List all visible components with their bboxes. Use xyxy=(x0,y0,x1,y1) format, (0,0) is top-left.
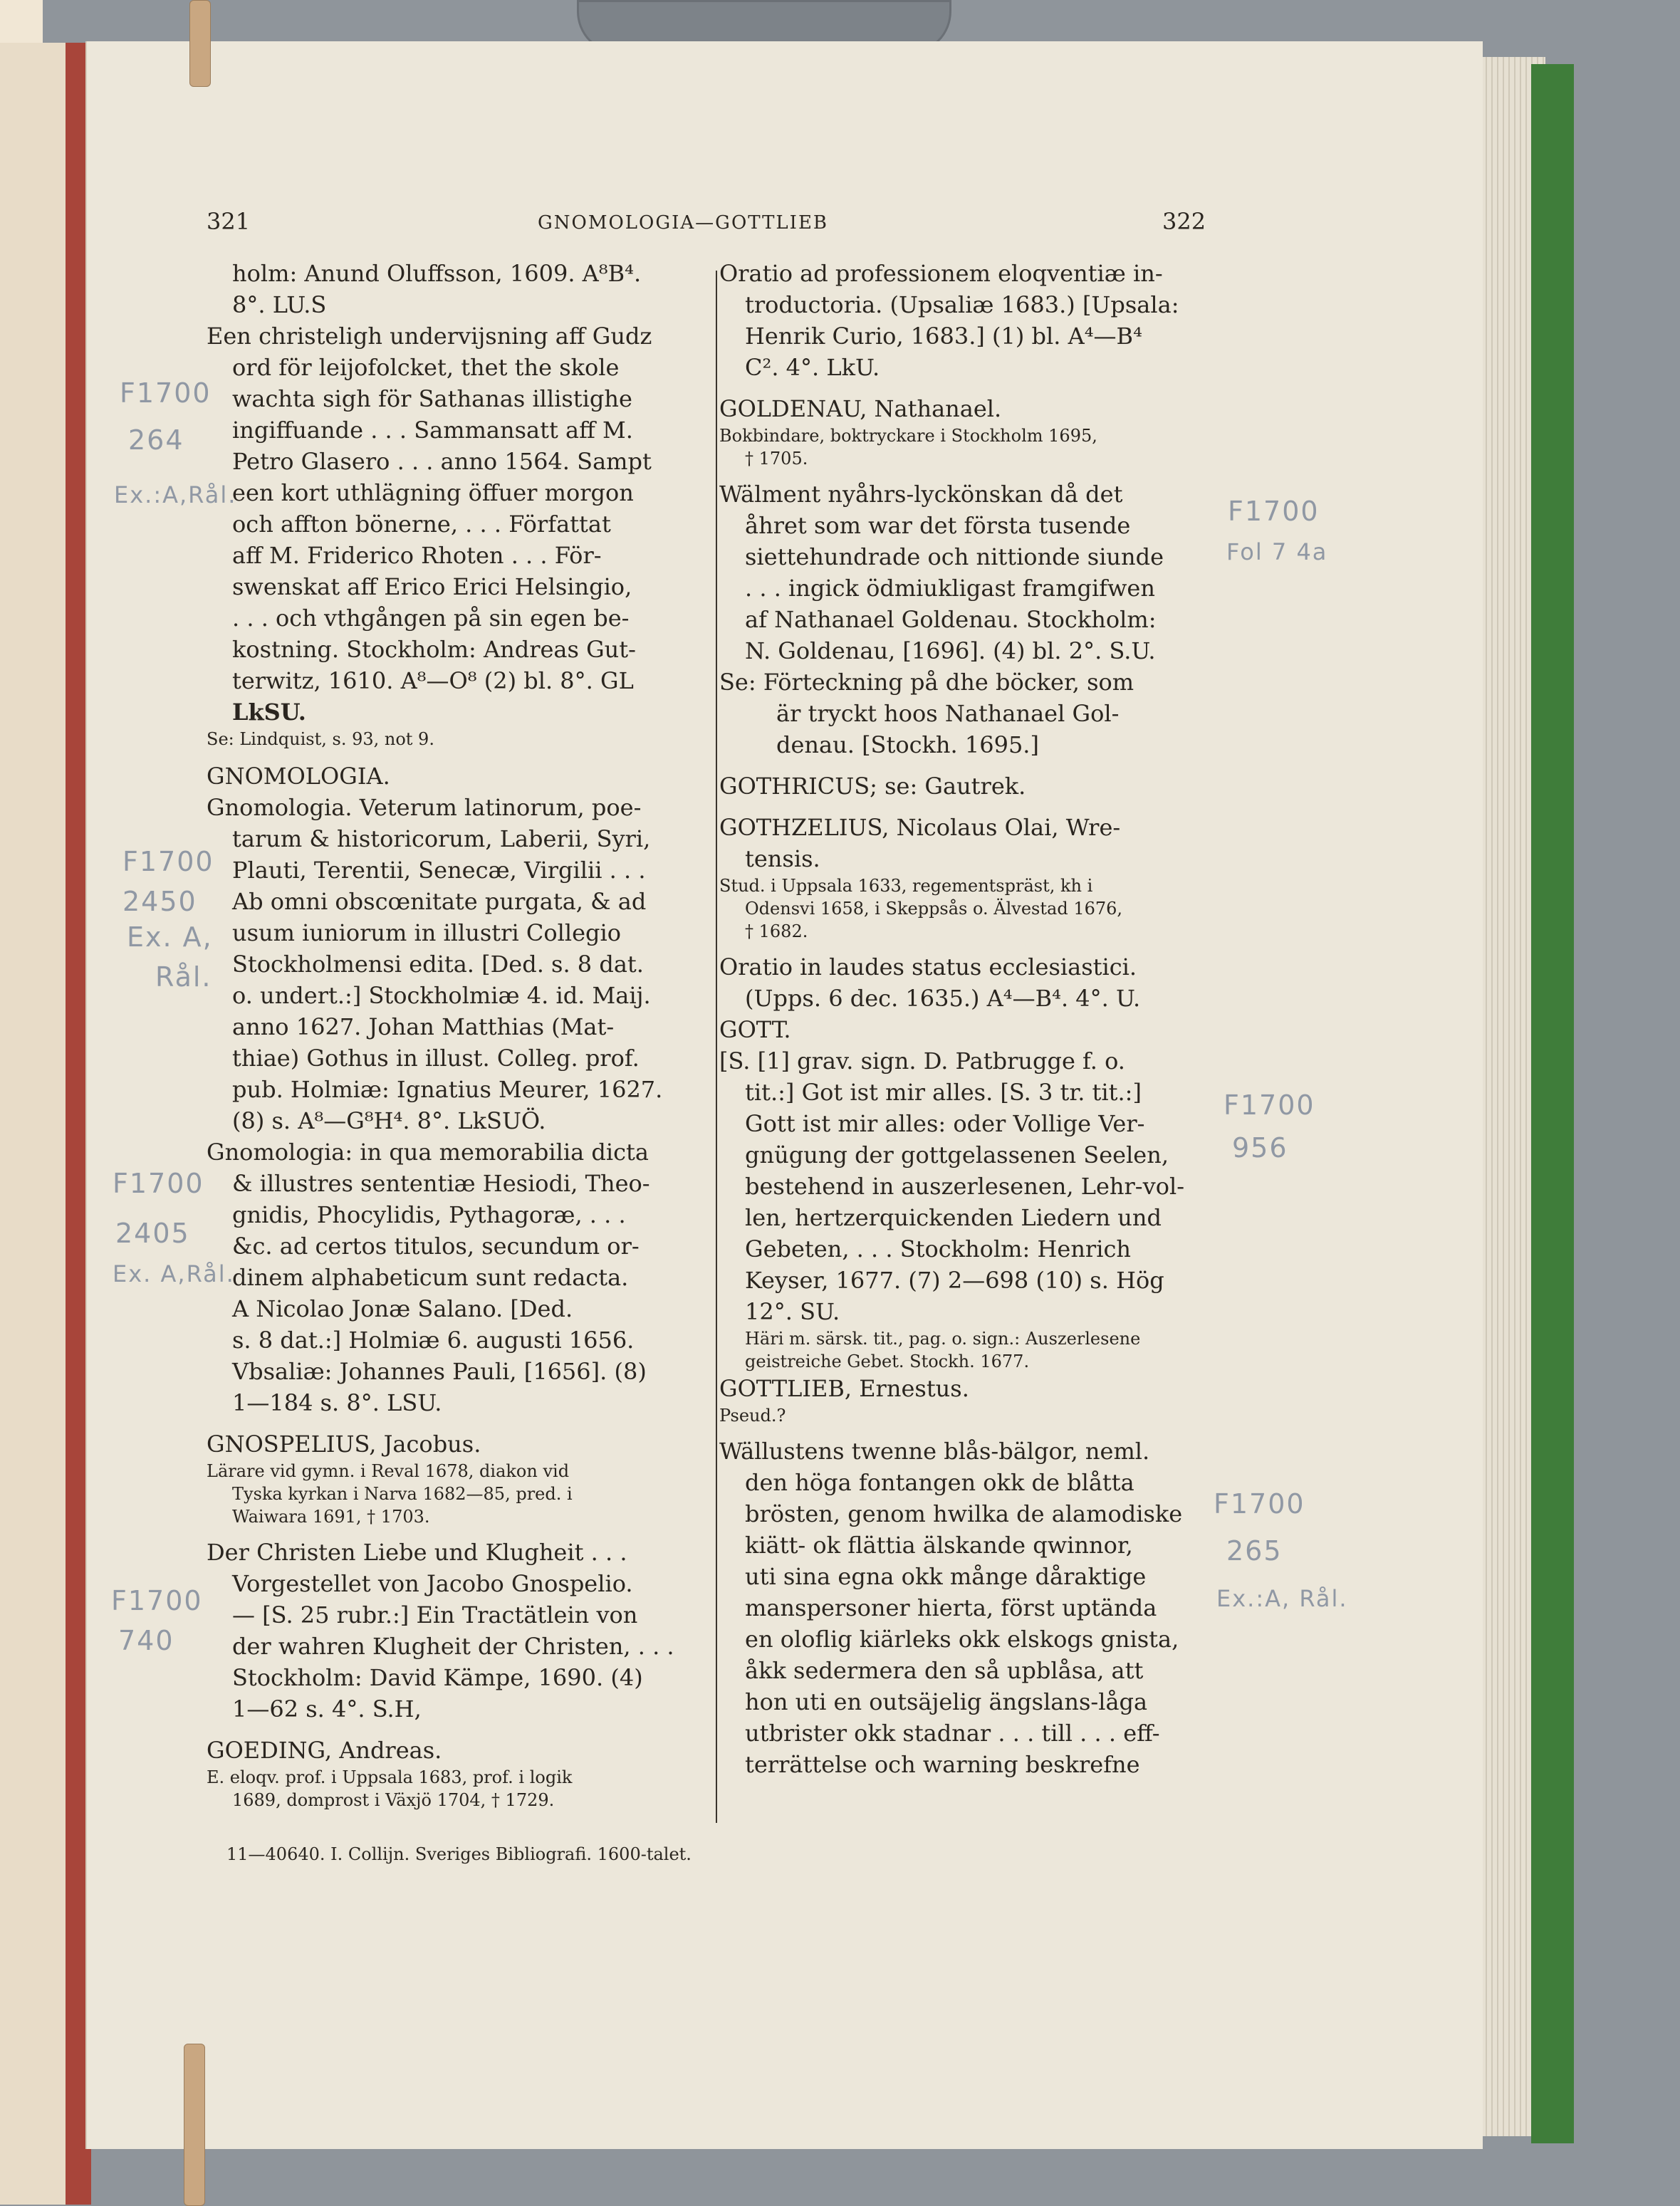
text-line: Oratio in laudes status ecclesiastici. xyxy=(719,953,1137,981)
text-line: Vbsaliæ: Johannes Pauli, [1656]. (8) xyxy=(232,1358,647,1385)
note-line: † 1705. xyxy=(745,449,808,469)
entry-heading: GOTHZELIUS, Nicolaus Olai, Wre- xyxy=(719,814,1121,841)
margin-note: 264 xyxy=(128,424,184,456)
text-line: o. undert.:] Stockholmiæ 4. id. Maij. xyxy=(232,982,651,1009)
entry-heading: GNOMOLOGIA. xyxy=(207,763,390,790)
text-line: aff M. Friderico Rhoten . . . För- xyxy=(232,542,602,569)
note-line: E. eloqv. prof. i Uppsala 1683, prof. i logik xyxy=(207,1767,573,1787)
text-line: swenskat aff Erico Erici Helsingio, xyxy=(232,573,632,600)
note-line: Odensvi 1658, i Skeppsås o. Älvestad 1676, xyxy=(745,899,1123,919)
text-line: en oloflig kiärleks okk elskogs gnista, xyxy=(745,1626,1179,1653)
margin-note: 740 xyxy=(118,1625,174,1656)
text-line: Der Christen Liebe und Klugheit . . . xyxy=(207,1539,627,1566)
text-line: (Upps. 6 dec. 1635.) A⁴—B⁴. 4°. U. xyxy=(745,985,1141,1012)
text-line: siettehundrade och nittionde siunde xyxy=(745,543,1164,570)
text-line: Een christeligh undervijsning aff Gudz xyxy=(207,323,652,350)
entry-heading: GOTTLIEB, Ernestus. xyxy=(719,1375,969,1402)
text-line: wachta sigh för Sathanas illistighe xyxy=(232,385,632,412)
text-line: Petro Glasero . . . anno 1564. Sampt xyxy=(232,448,652,475)
page-weight-bottom xyxy=(184,2044,205,2206)
entry-heading: GOEDING, Andreas. xyxy=(207,1737,442,1764)
text-line: Gnomologia: in qua memorabilia dicta xyxy=(207,1139,649,1166)
text-line: s. 8 dat.:] Holmiæ 6. augusti 1656. xyxy=(232,1327,635,1354)
note-line: Lärare vid gymn. i Reval 1678, diakon vid xyxy=(207,1461,570,1481)
page-number-right: 322 xyxy=(1162,208,1206,235)
note-line: 1689, domprost i Växjö 1704, † 1729. xyxy=(232,1790,555,1810)
text-line: den höga fontangen okk de blåtta xyxy=(745,1469,1134,1496)
text-line: manspersoner hierta, först uptända xyxy=(745,1594,1157,1621)
entry-heading: GNOSPELIUS, Jacobus. xyxy=(207,1431,481,1458)
entry-heading: GOTHRICUS; se: Gautrek. xyxy=(719,773,1026,800)
text-line: Plauti, Terentii, Senecæ, Virgilii . . . xyxy=(232,857,646,884)
text-line: Stockholmensi edita. [Ded. s. 8 dat. xyxy=(232,951,644,978)
text-line: pub. Holmiæ: Ignatius Meurer, 1627. xyxy=(232,1076,663,1103)
text-line: ord för leijofolcket, thet the skole xyxy=(232,354,620,381)
text-line: &c. ad certos titulos, secundum or- xyxy=(232,1233,640,1260)
entry-heading: GOTT. xyxy=(719,1016,791,1043)
text-line: Vorgestellet von Jacobo Gnospelio. xyxy=(232,1570,633,1597)
margin-note: F1700 xyxy=(120,377,212,409)
text-line: A Nicolao Jonæ Salano. [Ded. xyxy=(232,1295,573,1322)
text-line: thiae) Gothus in illust. Colleg. prof. xyxy=(232,1045,640,1072)
text-line: bestehend in auszerlesenen, Lehr-vol- xyxy=(745,1173,1184,1200)
text-line: C². 4°. LkU. xyxy=(745,354,880,381)
text-line: troductoria. (Upsaliæ 1683.) [Upsala: xyxy=(745,291,1179,318)
text-line: der wahren Klugheit der Christen, . . . xyxy=(232,1633,674,1660)
text-line: Oratio ad professionem eloqventiæ in- xyxy=(719,260,1163,287)
text-line: Stockholm: David Kämpe, 1690. (4) xyxy=(232,1664,643,1691)
right-column xyxy=(719,258,1211,1780)
margin-note: 956 xyxy=(1232,1132,1288,1164)
text-line: LkSU. xyxy=(232,699,306,726)
left-column xyxy=(207,258,705,1812)
running-title: GNOMOLOGIA—GOTTLIEB xyxy=(538,212,829,234)
text-line: Keyser, 1677. (7) 2—698 (10) s. Hög xyxy=(745,1267,1164,1294)
text-line: uti sina egna okk månge dåraktige xyxy=(745,1563,1147,1590)
text-line: åhret som war det första tusende xyxy=(745,512,1131,539)
note-line: Tyska kyrkan i Narva 1682—85, pred. i xyxy=(232,1484,573,1504)
text-line: — [S. 25 rubr.:] Ein Tractätlein von xyxy=(232,1601,638,1629)
text-line: Gnomologia. Veterum latinorum, poe- xyxy=(207,794,642,821)
margin-note: Ex. A, xyxy=(127,921,213,953)
text-line: dinem alphabeticum sunt redacta. xyxy=(232,1264,629,1291)
text-line: utbrister okk stadnar . . . till . . . eff- xyxy=(745,1720,1160,1747)
column-divider xyxy=(716,271,717,1823)
entry-heading: GOLDENAU, Nathanael. xyxy=(719,395,1002,422)
margin-note: F1700 xyxy=(1224,1089,1315,1121)
text-line: [S. [1] grav. sign. D. Patbrugge f. o. xyxy=(719,1047,1125,1075)
margin-note: F1700 xyxy=(113,1168,204,1199)
text-line: Wälment nyåhrs-lyckönskan då det xyxy=(719,481,1123,508)
note-line: † 1682. xyxy=(745,921,808,941)
text-line: gnügung der gottgelassenen Seelen, xyxy=(745,1141,1169,1169)
text-line: terrättelse och warning beskrefne xyxy=(745,1751,1140,1778)
text-line: een kort uthlägning öffuer morgon xyxy=(232,479,634,506)
note-line: Waiwara 1691, † 1703. xyxy=(232,1507,430,1527)
text-line: Henrik Curio, 1683.] (1) bl. A⁴—B⁴ xyxy=(745,323,1142,350)
text-line: ingiffuande . . . Sammansatt aff M. xyxy=(232,417,633,444)
margin-note: F1700 xyxy=(111,1585,203,1616)
text-line: Wällustens twenne blås-bälgor, neml. xyxy=(719,1438,1150,1465)
margin-note: F1700 xyxy=(1228,496,1320,527)
margin-note: 2405 xyxy=(115,1218,190,1249)
page-footer: 11—40640. I. Collijn. Sveriges Bibliografi. 1600-talet. xyxy=(226,1844,692,1864)
text-line: 12°. SU. xyxy=(745,1298,840,1325)
margin-note: 265 xyxy=(1226,1535,1283,1567)
text-line: tit.:] Got ist mir alles. [S. 3 tr. tit.:] xyxy=(745,1079,1142,1106)
text-line: gnidis, Phocylidis, Pythagoræ, . . . xyxy=(232,1201,626,1228)
margin-note: Ex.:A, Rål. xyxy=(1216,1585,1348,1612)
margin-note: F1700 xyxy=(122,846,214,877)
note-line: Pseud.? xyxy=(719,1406,786,1426)
note-line: Häri m. särsk. tit., pag. o. sign.: Auszerlesene xyxy=(745,1329,1141,1349)
margin-note: F1700 xyxy=(1214,1488,1305,1520)
text-line: tarum & historicorum, Laberii, Syri, xyxy=(232,825,651,852)
margin-note: Ex.:A,Rål. xyxy=(114,481,237,508)
text-line: N. Goldenau, [1696]. (4) bl. 2°. S.U. xyxy=(745,637,1156,664)
text-line: kostning. Stockholm: Andreas Gut- xyxy=(232,636,636,663)
text-line: är tryckt hoos Nathanael Gol- xyxy=(776,700,1120,727)
text-line: kiätt- ok flättia älskande qwinnor, xyxy=(745,1532,1133,1559)
text-line: Ab omni obscœnitate purgata, & ad xyxy=(232,888,647,915)
text-line: usum iuniorum in illustri Collegio xyxy=(232,919,621,946)
page-weight-top xyxy=(189,0,211,87)
text-line: len, hertzerquickenden Liedern und xyxy=(745,1204,1162,1231)
text-line: Gott ist mir alles: oder Vollige Ver- xyxy=(745,1110,1145,1137)
text-line: . . . och vthgången på sin egen be- xyxy=(232,605,630,632)
text-line: 8°. LU.S xyxy=(232,291,327,318)
note-line: Se: Lindquist, s. 93, not 9. xyxy=(207,729,434,749)
text-line: åkk sedermera den så upblåsa, att xyxy=(745,1657,1144,1684)
text-line: tensis. xyxy=(745,845,820,872)
text-line: af Nathanael Goldenau. Stockholm: xyxy=(745,606,1157,633)
text-line: 1—184 s. 8°. LSU. xyxy=(232,1389,442,1416)
text-line: denau. [Stockh. 1695.] xyxy=(776,731,1039,758)
text-line: 1—62 s. 4°. S.H, xyxy=(232,1695,422,1723)
text-line: terwitz, 1610. A⁸—O⁸ (2) bl. 8°. GL xyxy=(232,667,634,694)
page-number-left: 321 xyxy=(207,208,251,235)
margin-note: 2450 xyxy=(122,886,197,917)
text-line: . . . ingick ödmiukligast framgifwen xyxy=(745,575,1155,602)
text-line: och affton bönerne, . . . Författat xyxy=(232,511,611,538)
note-line: geistreiche Gebet. Stockh. 1677. xyxy=(745,1352,1030,1371)
margin-note: Rål. xyxy=(155,961,212,993)
note-line: Bokbindare, boktryckare i Stockholm 1695, xyxy=(719,426,1097,446)
note-line: Stud. i Uppsala 1633, regementspräst, kh i xyxy=(719,876,1093,896)
text-line: hon uti en outsäjelig ängslans-låga xyxy=(745,1688,1148,1715)
text-line: Se: Förteckning på dhe böcker, som xyxy=(719,669,1134,696)
book-cover xyxy=(1531,64,1574,2143)
text-line: brösten, genom hwilka de alamodiske xyxy=(745,1500,1183,1527)
text-line: Gebeten, . . . Stockholm: Henrich xyxy=(745,1235,1131,1263)
margin-note: Fol 7 4a xyxy=(1226,538,1328,565)
margin-note: Ex. A,Rål. xyxy=(113,1260,235,1287)
text-line: (8) s. A⁸—G⁸H⁴. 8°. LkSUÖ. xyxy=(232,1107,546,1134)
text-line: anno 1627. Johan Matthias (Mat- xyxy=(232,1013,615,1040)
text-line: & illustres sententiæ Hesiodi, Theo- xyxy=(232,1170,650,1197)
text-line: holm: Anund Oluffsson, 1609. A⁸B⁴. xyxy=(232,260,642,287)
